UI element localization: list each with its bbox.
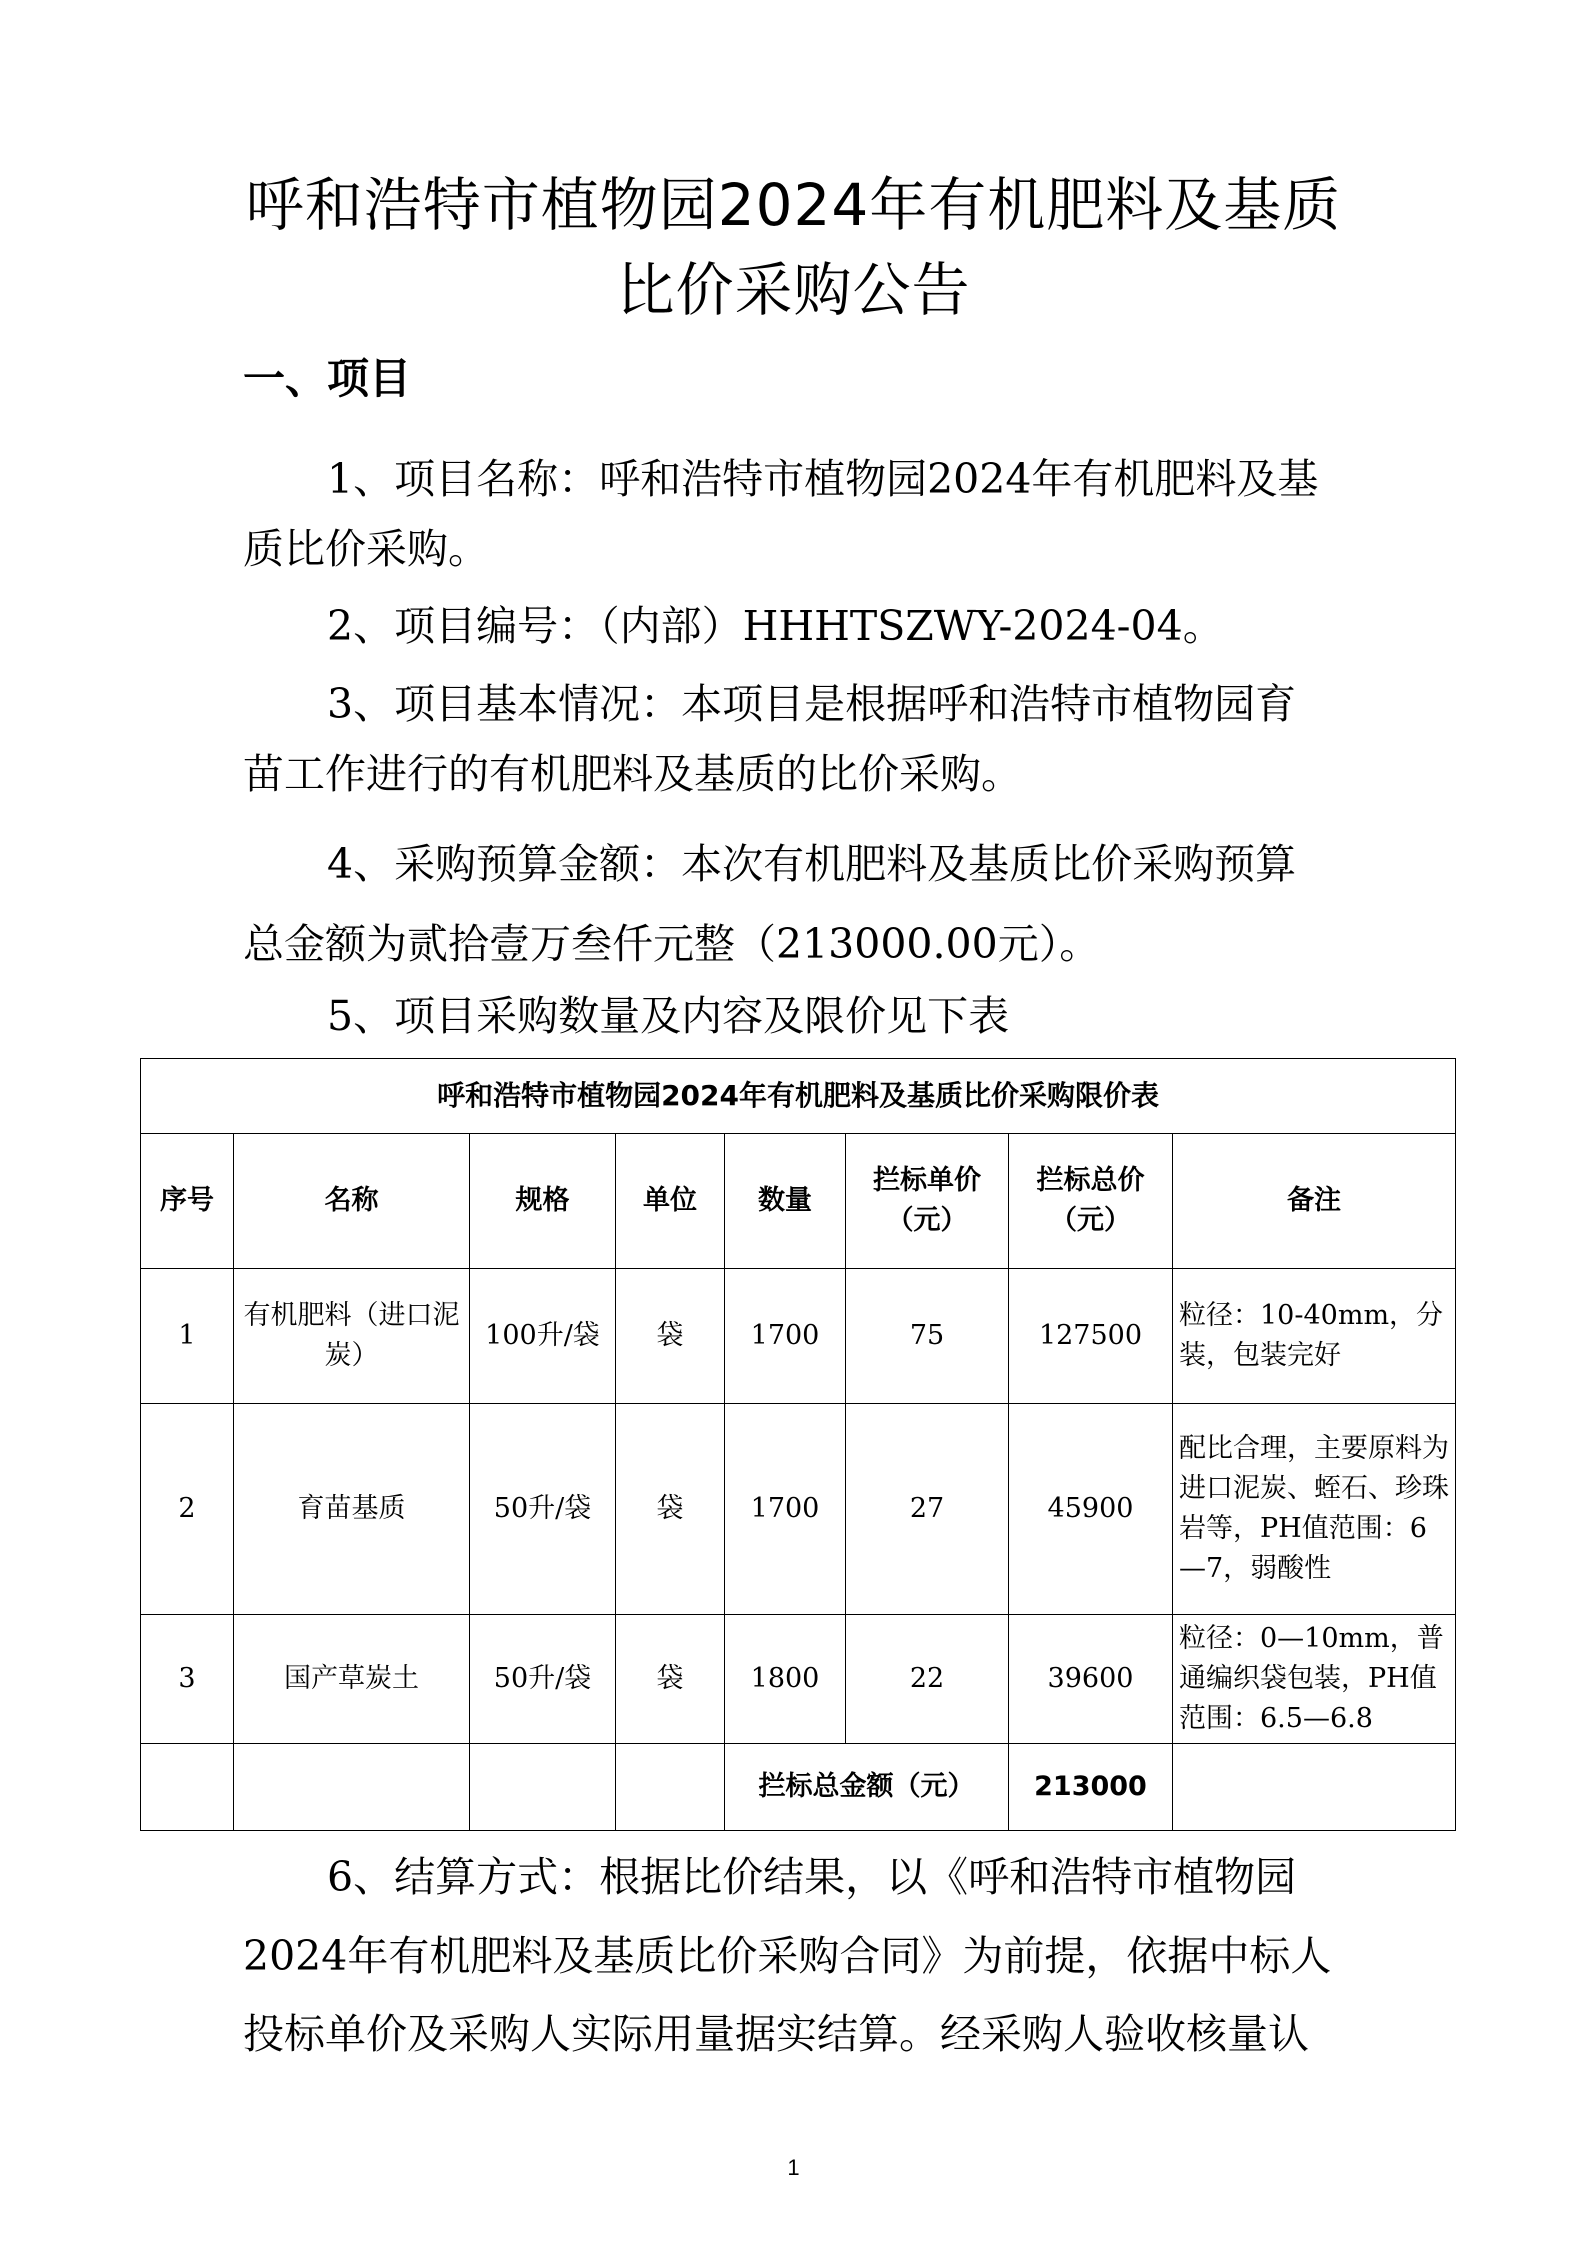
item1-line1: 1、项目名称：呼和浩特市植物园2024年有机肥料及基: [327, 455, 1319, 503]
table-row: [141, 1269, 1456, 1404]
cell-unit-price: 27: [846, 1404, 1009, 1615]
cell-unit: 袋: [616, 1269, 725, 1404]
cell-name: 有机肥料（进口泥炭）: [234, 1269, 470, 1404]
header-no: 序号: [141, 1134, 234, 1269]
price-limit-table: [140, 1058, 1456, 1831]
item6-line3: 投标单价及采购人实际用量据实结算。经采购人验收核量认: [243, 2010, 1309, 2058]
section-heading: 一、项目: [243, 354, 412, 403]
cell-empty: [616, 1744, 725, 1831]
cell-unit: 袋: [616, 1615, 725, 1744]
total-value: 213000: [1009, 1744, 1173, 1831]
cell-total: 45900: [1009, 1404, 1173, 1615]
cell-spec: 50升/袋: [470, 1615, 616, 1744]
header-total-price: 拦标总价（元）: [1009, 1134, 1173, 1269]
cell-name: 育苗基质: [234, 1404, 470, 1615]
cell-unit-price: 75: [846, 1269, 1009, 1404]
cell-empty: [234, 1744, 470, 1831]
header-name: 名称: [234, 1134, 470, 1269]
cell-no: 1: [141, 1269, 234, 1404]
item2-line1: 2、项目编号：（内部）HHHTSZWY-2024-04。: [327, 602, 1224, 650]
header-unit-price: 拦标单价（元）: [846, 1134, 1009, 1269]
cell-note: 配比合理，主要原料为进口泥炭、蛭石、珍珠岩等，PH值范围：6—7，弱酸性: [1173, 1404, 1456, 1615]
cell-total: 127500: [1009, 1269, 1173, 1404]
item4-line2: 总金额为贰拾壹万叁仟元整（213000.00元）。: [243, 920, 1101, 968]
cell-name: 国产草炭土: [234, 1615, 470, 1744]
item3-line1: 3、项目基本情况：本项目是根据呼和浩特市植物园育: [327, 680, 1297, 728]
total-label: 拦标总金额（元）: [725, 1744, 1009, 1831]
item4-line1: 4、采购预算金额：本次有机肥料及基质比价采购预算: [327, 840, 1297, 888]
table-total-row: [141, 1744, 1456, 1831]
header-qty: 数量: [725, 1134, 846, 1269]
cell-empty: [141, 1744, 234, 1831]
cell-qty: 1800: [725, 1615, 846, 1744]
cell-no: 2: [141, 1404, 234, 1615]
item3-line2: 苗工作进行的有机肥料及基质的比价采购。: [243, 750, 1022, 798]
cell-spec: 50升/袋: [470, 1404, 616, 1615]
item5-line1: 5、项目采购数量及内容及限价见下表: [327, 992, 1010, 1040]
document-title-line2: 比价采购公告: [616, 256, 971, 324]
cell-empty: [1173, 1744, 1456, 1831]
header-spec: 规格: [470, 1134, 616, 1269]
table-caption: 呼和浩特市植物园2024年有机肥料及基质比价采购限价表: [141, 1059, 1456, 1134]
header-unit: 单位: [616, 1134, 725, 1269]
cell-spec: 100升/袋: [470, 1269, 616, 1404]
item6-line1: 6、结算方式：根据比价结果，以《呼和浩特市植物园: [327, 1853, 1297, 1901]
cell-qty: 1700: [725, 1404, 846, 1615]
page-number: 1: [787, 2155, 800, 2180]
cell-total: 39600: [1009, 1615, 1173, 1744]
document-title-line1: 呼和浩特市植物园2024年有机肥料及基质: [245, 171, 1342, 239]
cell-no: 3: [141, 1615, 234, 1744]
table-header-row: [141, 1134, 1456, 1269]
item6-line2: 2024年有机肥料及基质比价采购合同》为前提，依据中标人: [243, 1932, 1332, 1980]
header-note: 备注: [1173, 1134, 1456, 1269]
table-row: [141, 1404, 1456, 1615]
cell-unit-price: 22: [846, 1615, 1009, 1744]
cell-unit: 袋: [616, 1404, 725, 1615]
cell-qty: 1700: [725, 1269, 846, 1404]
cell-note: 粒径：0—10mm，普通编织袋包装，PH值范围：6.5—6.8: [1173, 1615, 1456, 1744]
table-row: [141, 1615, 1456, 1744]
cell-empty: [470, 1744, 616, 1831]
cell-note: 粒径：10-40mm，分装，包装完好: [1173, 1269, 1456, 1404]
item1-line2: 质比价采购。: [243, 525, 489, 573]
